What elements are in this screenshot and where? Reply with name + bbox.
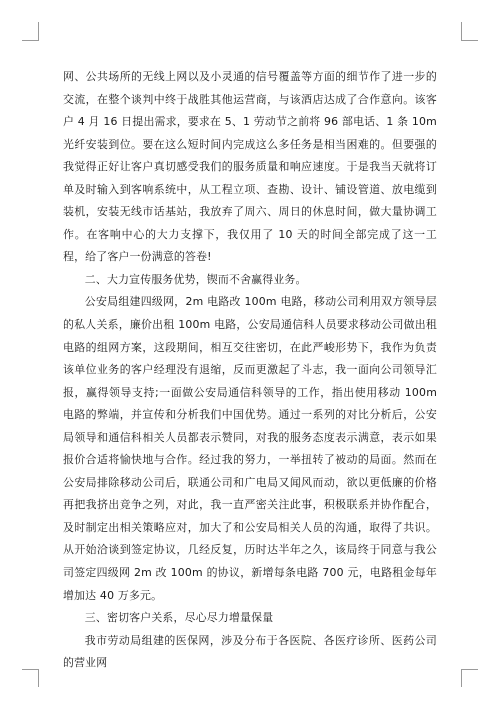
- crop-mark-bottom-left-horizontal: [22, 669, 39, 670]
- crop-mark-top-right-horizontal: [461, 40, 478, 41]
- crop-mark-top-left-vertical: [38, 22, 39, 40]
- crop-mark-bottom-left-vertical: [38, 669, 39, 687]
- section-heading-3: 三、密切客户关系，尽心尽力增量保量: [84, 611, 274, 625]
- paragraph-medical-network: 我市劳动局组建的医保网，涉及分布于各医院、各医疗诊所、医药公司的营业网: [63, 633, 437, 670]
- section-heading-2: 二、大力宣传服务优势，锲而不舍赢得业务。: [84, 272, 307, 286]
- paragraph-police-network: 公安局组建四级网，2m 电路改 100m 电路，移动公司利用双方领导层的私人关系，廉价出租 100m 电路，公安局通信科人员要求移动公司做出租电路的组网方案，这段期间，相互交往密切，在此严峻形势下，我作为负责该单位业务的客户经理没有退缩，反而更激起了斗志，我一面向公司领导汇报，赢得领导支持;一面做公安局通信科领导的工作，指出使用移动 100m 电路的弊端，并宣传和分析我们中国优势。通过一系列的对比分析后，公安局领导和通信科相关人员都表示赞同，对我的服务态度表示满意，表示如果报价合适将愉快地与合作。经过我的努力，一举扭转了被动的局面。然而在公安局排除移动公司后，联通公司和广电局又闻风而动，欲以更低廉的价格再把我挤出竞争之列，对此，我一直严密关注此事，积极联系并协作配合，及时制定出相关策略应对，加大了和公安局相关人员的沟通，取得了共识。从开始洽谈到签定协议，几经反复，历时达半年之久，该局终于同意与我公司签定四级网 2m 改 100m 的协议，新增每条电路 700 元，电路租金每年增加达 40 万多元。: [63, 295, 437, 602]
- paragraph-hotel-project: 网、公共场所的无线上网以及小灵通的信号覆盖等方面的细节作了进一步的交流，在整个谈判中终于战胜其他运营商，与该酒店达成了合作意向。该客户 4 月 16 日提出需求，要求在 5、1 劳动节之前将 96 部电话、1 条 10m 光纤安装到位。要在这么短时间内完成这么多任务是相当困难的。但要强的我觉得正好让客户真切感受我们的服务质量和响应速度。于是我当天就将订单及时输入到客响系统中，从工程立项、查勘、设计、铺设管道、放电缆到装机，安装无线市话基站，我放弃了周六、周日的休息时间，做大量协调工作。在客响中心的大力支撑下，我仅用了 10 天的时间全部完成了这一工程，给了客户一份满意的答卷!: [63, 70, 437, 264]
- crop-mark-top-left-horizontal: [22, 40, 39, 41]
- document-body: [63, 66, 437, 675]
- crop-mark-bottom-right-horizontal: [461, 669, 478, 670]
- crop-mark-top-right-vertical: [461, 22, 462, 40]
- crop-mark-bottom-right-vertical: [461, 669, 462, 687]
